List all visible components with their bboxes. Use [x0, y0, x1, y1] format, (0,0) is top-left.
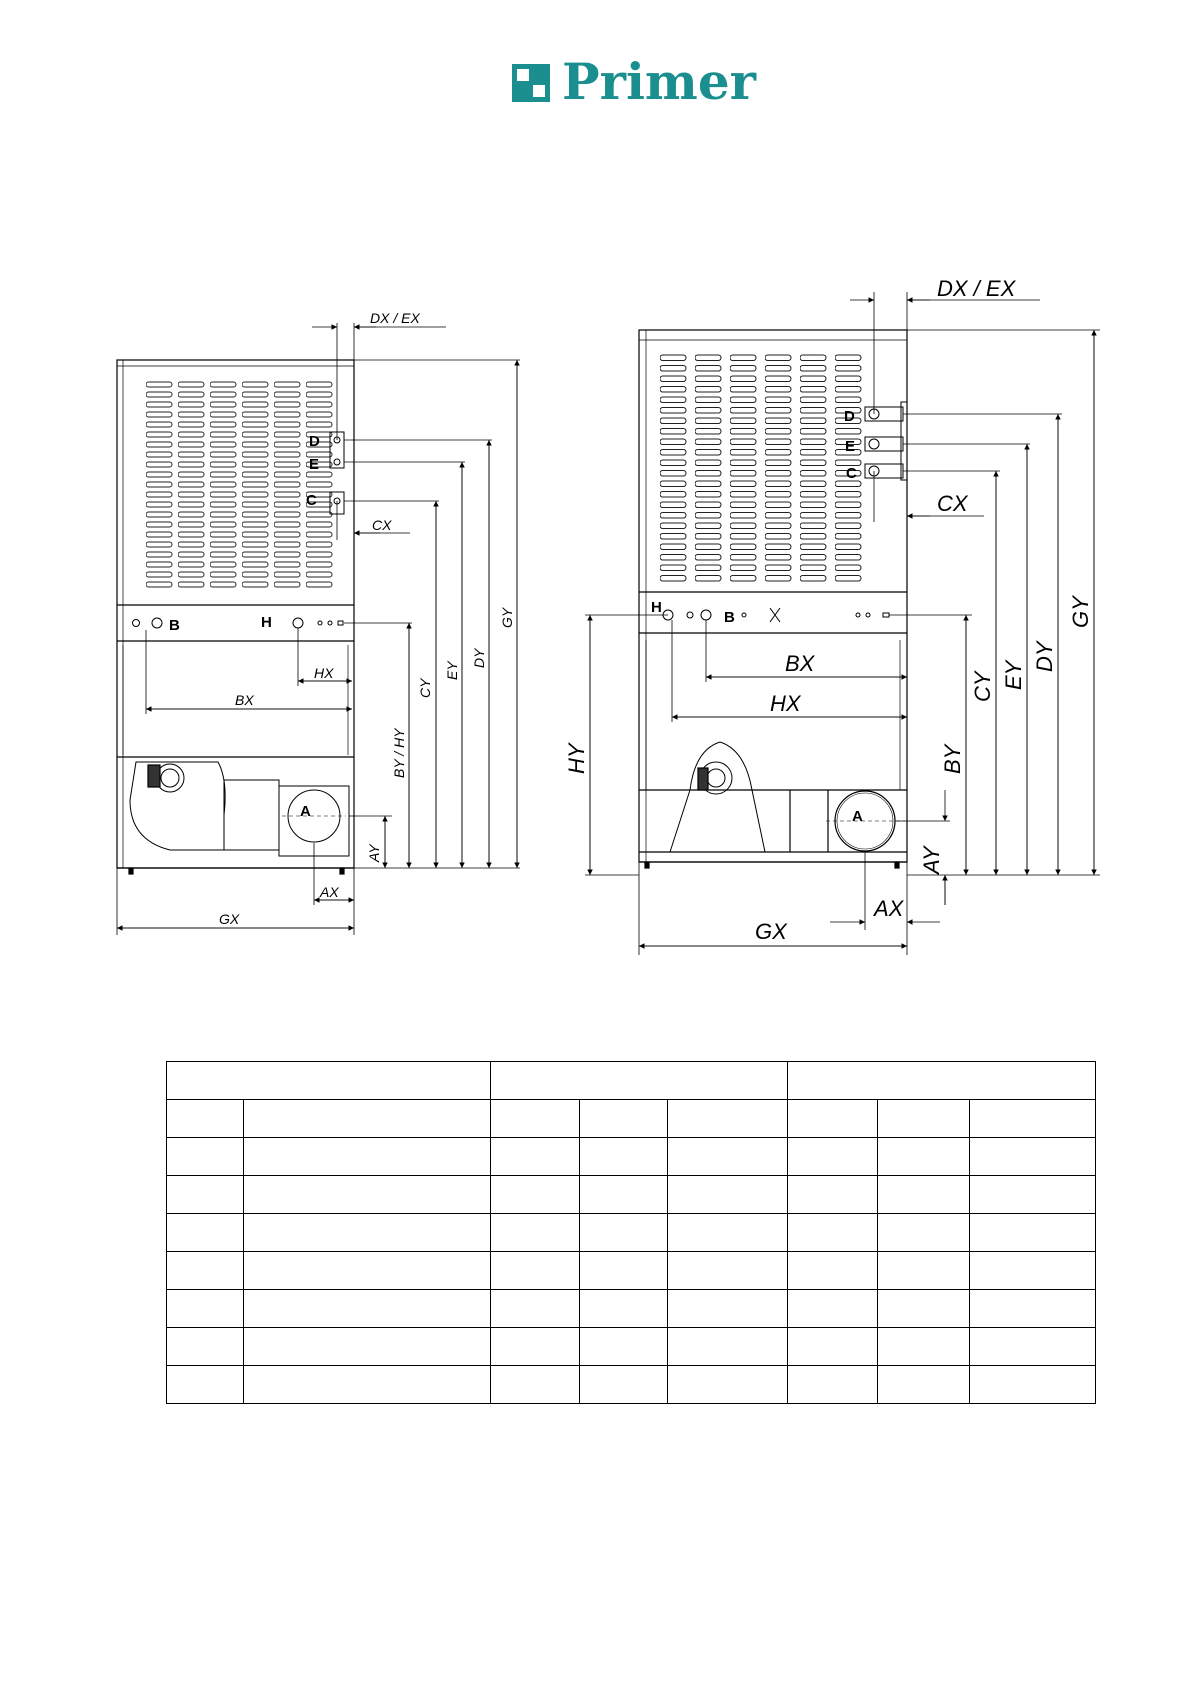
table-row	[167, 1214, 1096, 1252]
table-row	[167, 1290, 1096, 1328]
dim-label-ay: AY	[366, 844, 382, 862]
table-cell	[580, 1100, 668, 1138]
table-cell	[970, 1252, 1096, 1290]
table-cell	[167, 1214, 244, 1252]
port-label-h: H	[261, 614, 272, 631]
table-cell	[970, 1328, 1096, 1366]
table-row	[167, 1328, 1096, 1366]
table-cell	[970, 1366, 1096, 1404]
dim-label-gy: GY	[499, 607, 515, 628]
table-cell	[878, 1138, 970, 1176]
table-row	[167, 1366, 1096, 1404]
table-cell	[244, 1100, 491, 1138]
dim-label-gx-right: GX	[755, 919, 787, 944]
table-cell	[167, 1138, 244, 1176]
table-cell	[491, 1366, 580, 1404]
right-unit-view	[639, 330, 907, 868]
table-cell	[491, 1328, 580, 1366]
table-cell	[788, 1252, 878, 1290]
dim-label-by-hy: BY / HY	[391, 728, 407, 778]
port-label-d-right: D	[844, 408, 855, 425]
dim-label-hx: HX	[314, 665, 334, 681]
table-cell	[788, 1100, 878, 1138]
table-cell	[244, 1138, 491, 1176]
table-cell	[970, 1214, 1096, 1252]
port-label-c: C	[306, 492, 317, 509]
table-cell	[878, 1328, 970, 1366]
dim-label-ay-right: AY	[919, 846, 944, 874]
table-row	[167, 1138, 1096, 1176]
table-cell	[491, 1252, 580, 1290]
port-label-e: E	[309, 456, 320, 473]
table-cell	[668, 1290, 788, 1328]
dim-label-bx: BX	[235, 692, 254, 708]
table-cell	[580, 1366, 668, 1404]
table-cell	[491, 1290, 580, 1328]
table-cell	[244, 1214, 491, 1252]
table-row	[167, 1252, 1096, 1290]
port-label-a-right: A	[852, 808, 863, 825]
table-cell	[244, 1252, 491, 1290]
table-header-row	[167, 1062, 1096, 1100]
table-row	[167, 1176, 1096, 1214]
table-header-cell	[491, 1062, 788, 1100]
table-cell	[668, 1100, 788, 1138]
table-cell	[167, 1328, 244, 1366]
dim-label-cx-right: CX	[937, 491, 968, 516]
table-cell	[580, 1176, 668, 1214]
table-cell	[244, 1176, 491, 1214]
port-label-h-right: H	[651, 599, 662, 616]
port-label-d: D	[309, 433, 320, 450]
dim-label-cy: CY	[417, 678, 433, 698]
table-cell	[878, 1252, 970, 1290]
table-cell	[167, 1290, 244, 1328]
table-cell	[788, 1366, 878, 1404]
table-cell	[167, 1366, 244, 1404]
table-cell	[970, 1176, 1096, 1214]
table-cell	[878, 1290, 970, 1328]
table-cell	[668, 1214, 788, 1252]
dim-label-dy-right: DY	[1032, 641, 1057, 672]
table-cell	[491, 1176, 580, 1214]
table-header-cell	[788, 1062, 1096, 1100]
table-cell	[668, 1366, 788, 1404]
dim-label-cy-right: CY	[970, 671, 995, 702]
table-cell	[167, 1176, 244, 1214]
table-cell	[580, 1252, 668, 1290]
table-cell	[491, 1138, 580, 1176]
table-cell	[788, 1176, 878, 1214]
table-cell	[244, 1290, 491, 1328]
dim-label-dy: DY	[471, 648, 487, 668]
dim-label-gy-right: GY	[1068, 596, 1093, 628]
dim-label-ax-right: AX	[874, 896, 904, 921]
table-cell	[970, 1100, 1096, 1138]
dim-label-by-right: BY	[940, 744, 965, 774]
dim-label-hx-right: HX	[770, 691, 801, 716]
table-cell	[244, 1366, 491, 1404]
port-label-c-right: C	[846, 465, 857, 482]
port-label-e-right: E	[845, 438, 856, 455]
table-cell	[878, 1100, 970, 1138]
table-header-cell	[167, 1062, 491, 1100]
dim-label-hy-right: HY	[564, 743, 589, 774]
table-cell	[491, 1214, 580, 1252]
dim-label-ax: AX	[320, 884, 339, 900]
table-cell	[668, 1176, 788, 1214]
dim-label-cx: CX	[372, 517, 392, 533]
table-cell	[668, 1138, 788, 1176]
table-cell	[788, 1328, 878, 1366]
table-cell	[878, 1214, 970, 1252]
table-cell	[244, 1328, 491, 1366]
table-cell	[788, 1214, 878, 1252]
dim-label-bx-right: BX	[785, 651, 815, 676]
table-row	[167, 1100, 1096, 1138]
dim-label-ey: EY	[444, 661, 460, 680]
table-cell	[970, 1138, 1096, 1176]
table-cell	[668, 1252, 788, 1290]
dim-label-gx: GX	[219, 911, 240, 927]
dim-label-dx-ex: DX / EX	[370, 310, 420, 326]
table-cell	[167, 1252, 244, 1290]
table-cell	[788, 1138, 878, 1176]
port-label-b: B	[169, 617, 180, 634]
dim-label-dx-ex-right: DX / EX	[937, 276, 1016, 301]
table-cell	[580, 1138, 668, 1176]
table-cell	[970, 1290, 1096, 1328]
table-cell	[668, 1328, 788, 1366]
table-cell	[788, 1290, 878, 1328]
table-cell	[580, 1328, 668, 1366]
table-cell	[878, 1366, 970, 1404]
table-cell	[580, 1214, 668, 1252]
port-label-b-right: B	[724, 609, 735, 626]
logo-text: Primer	[562, 52, 756, 111]
port-label-a: A	[300, 803, 311, 820]
dimensions-table	[166, 1061, 1096, 1404]
table-cell	[491, 1100, 580, 1138]
table-cell	[167, 1100, 244, 1138]
table-cell	[580, 1290, 668, 1328]
table-cell	[878, 1176, 970, 1214]
dim-label-ey-right: EY	[1001, 660, 1026, 690]
